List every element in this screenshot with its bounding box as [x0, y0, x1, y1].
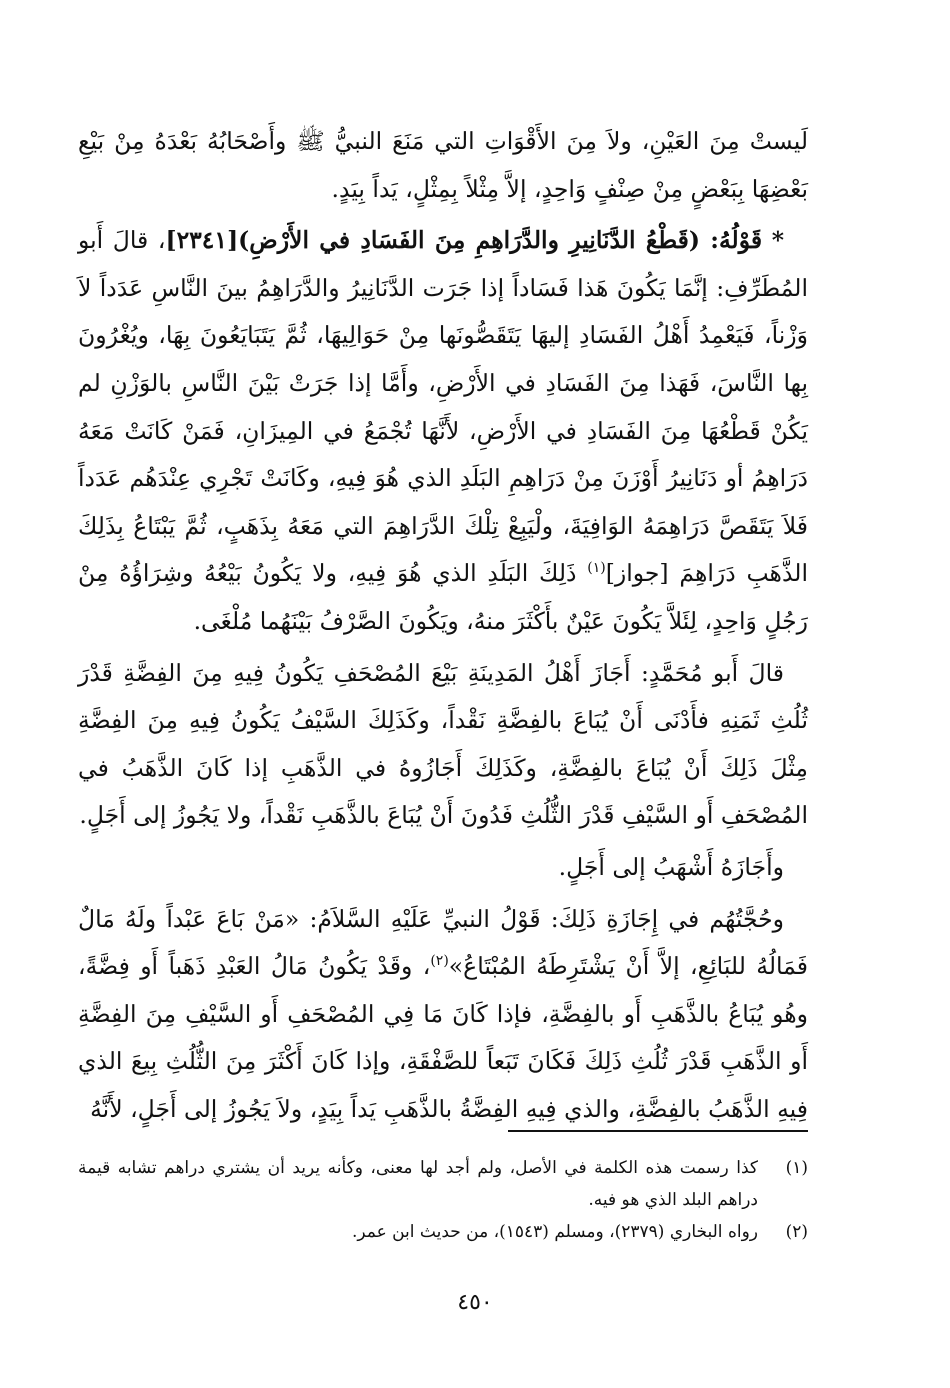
footnote-2-text: رواه البخاري (٢٣٧٩)، ومسلم (١٥٤٣)، من حديث ابن عمر. — [351, 1222, 758, 1242]
footnote-2-number: (٢) — [785, 1222, 808, 1242]
paragraph-1 — [78, 118, 808, 213]
paragraph-4 — [78, 844, 808, 892]
paragraph-2 — [78, 217, 808, 645]
footnote-1 — [78, 1152, 808, 1216]
footnotes — [78, 1152, 808, 1248]
footnote-1-text: كذا رسمت هذه الكلمة في الأصل، ولم أجد لها معنى، وكأنه يريد أن يشتري دراهم تشابه قيمة دراهم البلد الذي هو فيه. — [78, 1158, 758, 1210]
footnote-separator — [508, 1130, 808, 1132]
commentary-heading: قَوْلُهُ: (قَطْعُ الدَّنَانِيرِ والدَّرَاهِمِ مِنَ الفَسَادِ في الأَرْضِ)[٢٣٤١] — [165, 226, 763, 255]
paragraph-5-text-a: وحُجَّتُهُم في إِجَازَةِ ذَلِكَ: قَوْلُ النبيِّ عَلَيْهِ السَّلاَمُ: «مَنْ بَاعَ عَبْداً ولَهُ مَالٌ فَمَالُهُ للبَائِعِ، إلاَّ أَنْ يَشْتَرِطَهُ المُبْتَاعُ» — [78, 904, 808, 981]
paragraph-1-text: لَيستْ مِنَ العَيْنِ، ولاَ مِنَ الأَقْوَاتِ التي مَنَعَ النبيُّ ﷺ وأَصْحَابُهُ بَعْدَهُ مِنْ بَيْعِ بَعْضِهَا بِبَعْضٍ مِنْ صِنْفٍ وَاحِدٍ، إلاَّ مِثْلاً بِمِثْلٍ، يَداً بِيَدٍ. — [78, 127, 808, 203]
paragraph-5-text-b: ، وقَدْ يَكُونُ مَالُ العَبْدِ ذَهَباً أَو فِضَّةً، وهُو يُبَاعُ بالذَّهَبِ أَو بالفِضَّةِ، فإذا كَانَ مَا فِي المُصْحَفِ أَو السَّيْفِ مِنَ الفِضَّةِ أَو الذَّهَبِ قَدْرَ ثُلُثِ ذَلِكَ فَكَانَ تَبَعاً للصَّفْقَةِ، وإذا كَانَ أَكْثَرَ مِنَ الثُّلُثِ بِيعَ الذي فِيهِ الذَّهَبُ بالفِضَّةِ، والذي فِيهِ الفِضَّةُ بالذَّهَبِ يَداً بِيَدٍ، ولاَ يَجُوزُ إلى أَجَلٍ، لأَنَّهُ — [78, 952, 808, 1123]
footnote-ref-2[interactable]: (٢) — [430, 953, 449, 970]
page-number: ٤٥٠ — [457, 1290, 493, 1315]
footnote-1-number: (١) — [785, 1158, 808, 1178]
paragraph-2-text-end: ذَلِكَ البَلَدِ الذي هُوَ فِيهِ، ولا يَكُونُ بَيْعُهُ وشِرَاؤُهُ مِنْ رَجُلٍ وَاحِدٍ، لِئَلاَّ يَكُونَ عَيْنٌ بأَكْثَرَ منهُ، ويَكُونَ الصَّرْفُ بَيْنَهُما مُلْغَى. — [78, 559, 808, 635]
footnote-2 — [78, 1216, 808, 1248]
paragraph-2-text: ، قالَ أَبو المُطَرِّفِ: إنَّمَا يَكُونَ هَذا فَسَاداً إذا جَرَت الدَّنَانِيرُ والدَّرَاهِمُ بينَ النَّاسِ عَدَداً لاَ وَزْناً، فَيَعْمِدُ أَهْلُ الفَسَادِ إليهَا يَتَقَصُّونَها مِنْ حَوَالِيهَا، ثُمَّ يَتَبَايَعُونَ بِهَا، ويُغْرُونَ بِها النَّاسَ، فَهَذا مِنَ الفَسَادِ في الأَرْضِ، وأَمَّا إذا جَرَتْ بَيْنَ النَّاسِ بالوَزْنِ لم يَكُنْ قَطْعُهَا مِنَ الفَسَادِ في الأَرْضِ، لأَنَّهَا تُجْمَعُ في المِيزَانِ، فَمَنْ كَانَتْ مَعَهُ دَرَاهِمُ أو دَنَانِيرُ أَوْزَنَ مِنْ دَرَاهِمِ البَلَدِ الذي هُوَ فِيهِ، وكَانَتْ تَجْرِي عِنْدَهُم عَدَداً فَلاَ يَتَقَصَّ دَرَاهِمَهُ الوَافِيَةَ، ولْيَبِعْ تِلْكَ الدَّرَاهِمَ التي مَعَهُ بِذَهَبٍ، ثُمَّ يَبْتَاعُ بِذَلِكَ الذَّهَبِ دَرَاهِمَ [جواز] — [78, 226, 808, 588]
paragraph-5 — [78, 896, 808, 1134]
main-text — [78, 118, 808, 1133]
star-marker: * — [771, 226, 784, 255]
paragraph-4-text: وأَجَازَهُ أَشْهَبُ إلى أَجَلٍ. — [558, 852, 784, 881]
paragraph-3 — [78, 650, 808, 840]
footnote-ref-1[interactable]: (١) — [587, 560, 606, 577]
paragraph-3-text: قالَ أَبو مُحَمَّدٍ: أَجَازَ أَهْلُ المَدِينَةِ بَيْعَ المُصْحَفِ يَكُونُ فِيهِ مِنَ الفِضَّةِ قَدْرَ ثُلُثِ ثَمَنِهِ فأَدْنَى أَنْ يُبَاعَ بالفِضَّةِ نَقْداً، وكَذَلِكَ السَّيْفُ يَكُونُ فِيهِ مِنَ الفِضَّةِ مِثْلَ ذَلِكَ أَنْ يُبَاعَ بالفِضَّةِ، وكَذَلِكَ أَجَازُوهُ في الذَّهَبِ إذا كَانَ الذَّهَبُ في المُصْحَفِ أَو السَّيْفِ قَدْرَ الثُّلُثِ فَدُونَ أَنْ يُبَاعَ بالذَّهَبِ نَقْداً، ولا يَجُوزُ إلى أَجَلٍ. — [78, 658, 808, 830]
